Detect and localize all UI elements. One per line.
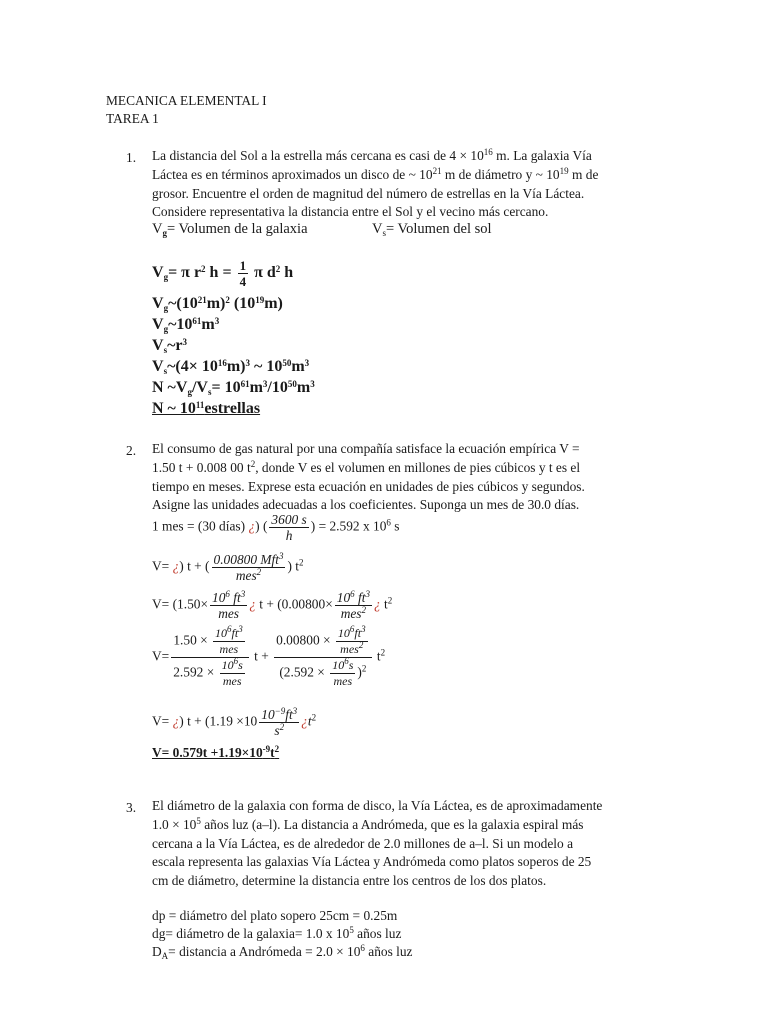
problem-2-statement: El consumo de gas natural por una compañía satisface la ecuación empírica V = 1.50 t + 0.008 00 $t^2$, donde V es el volumen en millones de pies cúbicos y t es el tiempo en meses. Exprese esta ecuación en unidades de pies cúbicos y segundos. Asigne las unidades adecuadas a los coeficientes. Suponga un mes de 30.0 días. — [152, 441, 585, 513]
galaxy-diameter: dg= diámetro de la galaxia= 1.0 x $10^5$ años luz — [152, 925, 402, 941]
equation-vs-estimate: $V_s\sim(4\times 10^{16}m)^3$ ~ $10^{50}m^3$ — [152, 358, 310, 376]
vg-definition: $V_g=$ Volumen de la galaxia — [152, 221, 308, 238]
month-conversion: 1 mes = (30 días) ¿) ( $\frac{3600 s}{h}$ ) = 2.592 x $10^6$ s — [152, 512, 400, 543]
problem-2-number: 2. — [126, 443, 137, 458]
plate-diameter: dp = diámetro del plato sopero 25cm = 0.25m — [152, 908, 398, 923]
velocity-step-1: V= ¿) t + ( $\frac{0.00800 Mft^3}{mes^2}$ ) $t^2$ — [152, 551, 304, 583]
equation-star-ratio: N $\sim V_g/V_s= 10^{61}m^3/10^{50}m^3$ — [152, 379, 315, 397]
problem-1-statement: La distancia del Sol a la estrella más cercana es casi de $4 \times 10^{16}$ m. La galaxia Vía Láctea es en términos aproximados un disco de ~ $10^{21}$ m de diámetro y ~ $10^{19}$ m de grosor. Encuentre el orden de magnitud del número de estrellas en la Vía Láctea. Considere representativa la distancia entre el Sol y el vecino más cercano. — [152, 147, 599, 220]
assignment-title: TAREA 1 — [106, 111, 159, 126]
problem-3-statement: El diámetro de la galaxia con forma de disco, la Vía Láctea, es de aproximadamente $1.0 \times 10^5$ años luz (a–l). La distancia a Andrómeda, que es la galaxia espiral más cercana a la Vía Láctea, es de alrededor de 2.0 millones de a–l. Si un modelo a escala representa las galaxias Vía Láctea y Andrómeda como platos soperos de 25 cm de diámetro, determine la distancia entre los centros de los dos platos. — [152, 798, 603, 889]
equation-vg-estimate: $V_g\sim(10^{21}m)^2$ $(10^{19}m)$ — [152, 295, 283, 313]
problem-1-answer: N ~ $10^{11}estrellas$ — [152, 400, 261, 417]
equation-vg-result: $V_g\sim 10^{61}m^3$ — [152, 316, 220, 334]
equation-vs-proportional: $V_s\sim r^3$ — [152, 337, 187, 355]
equation-vg-volume: $V_g= \pi$ $r^2$ h = $\frac{1}{4}$ π $d^2$ h — [152, 258, 294, 289]
problem-2-answer: $V= 0.579t +1.19\times 10^{-9}t^2$ — [152, 744, 280, 760]
velocity-step-2: V= (1.50× $\frac{10^6 ft^3}{\text{mes}}$ ¿ t + (0.00800× $\frac{10^6 ft^3}{mes^2}$ ¿ $t^2$ — [152, 589, 393, 621]
velocity-step-3: V= 1.50 × $\frac{10^6ft^3}{\text{mes}}$ 2.592 × $\frac{10^6s}{\text{mes}}$ t + 0.00800 × $\frac{10^6ft^3}{mes^2}$ (2.592 × $\frac{10^6s}{\text{mes}}$ )$^2$ $t^2$ — [152, 624, 386, 688]
andromeda-distance: $D_A=$ distancia a Andrómeda = $2.0 \times 10^6$ años luz — [152, 943, 413, 961]
course-title: MECANICA ELEMENTAL I — [106, 93, 267, 108]
problem-1-number: 1. — [126, 150, 137, 165]
velocity-step-4: V= ¿) t + (1.19 ×10 $\frac{10^{-9}ft^3}{s^2}$ ¿$t^2$ — [152, 706, 317, 738]
vs-definition: $V_s=$ Volumen del sol — [372, 221, 492, 238]
problem-3-number: 3. — [126, 800, 137, 815]
